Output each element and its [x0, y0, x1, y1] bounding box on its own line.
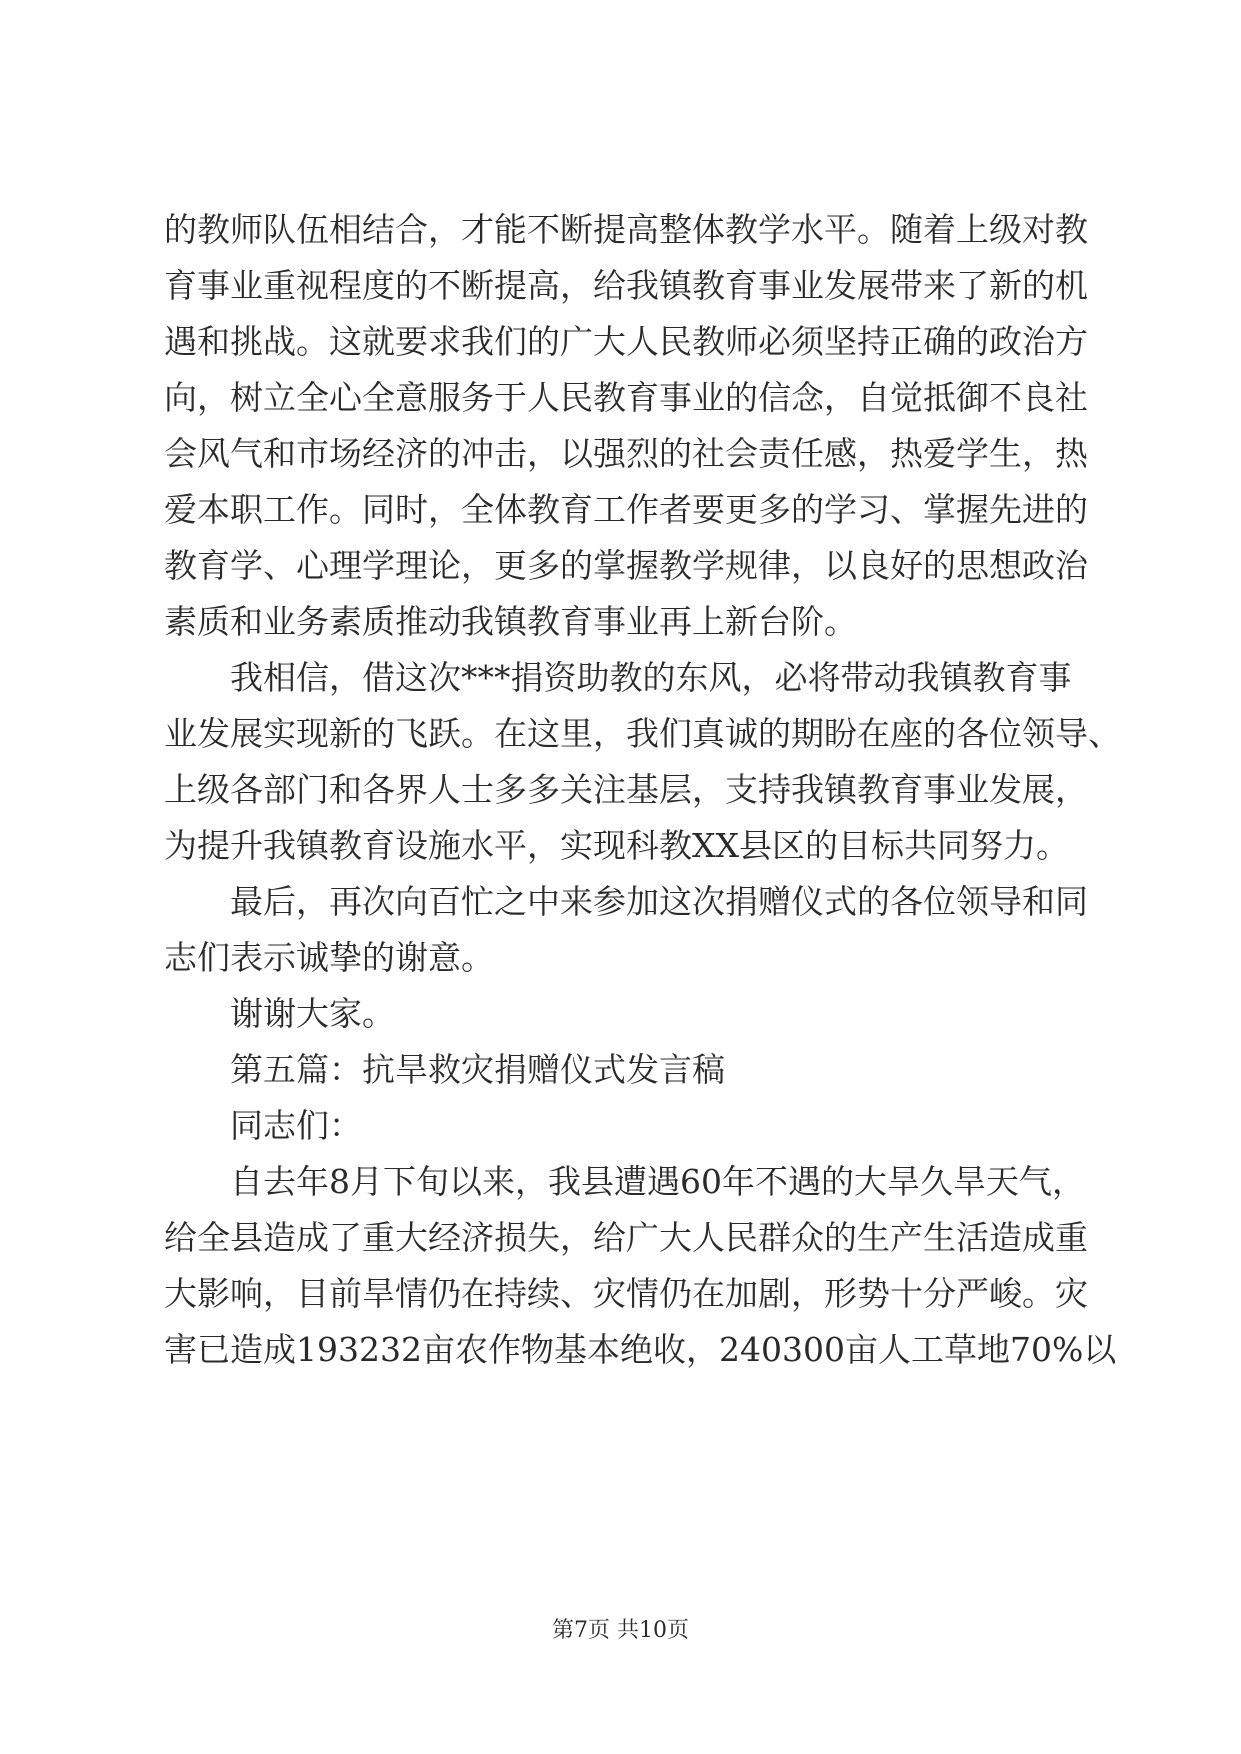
body-text-line: 给全县造成了重大经济损失，给广大人民群众的生产生活造成重: [164, 1218, 1088, 1257]
body-text-line: 大影响，目前旱情仍在持续、灾情仍在加剧，形势十分严峻。灾: [164, 1274, 1088, 1313]
body-text-line: 自去年8月下旬以来，我县遭遇60年不遇的大旱久旱天气，: [164, 1162, 1085, 1201]
body-text-line: 的教师队伍相结合，才能不断提高整体教学水平。随着上级对教: [164, 210, 1088, 249]
body-text-line: 向，树立全心全意服务于人民教育事业的信念，自觉抵御不良社: [164, 378, 1088, 417]
body-text-line: 会风气和市场经济的冲击，以强烈的社会责任感，热爱学生，热: [164, 434, 1088, 473]
body-text-line: 爱本职工作。同时，全体教育工作者要更多的学习、掌握先进的: [164, 490, 1088, 529]
body-text-line: 志们表示诚挚的谢意。: [164, 938, 494, 977]
body-text-line: 业发展实现新的飞跃。在这里，我们真诚的期盼在座的各位领导、: [164, 714, 1121, 753]
body-text-line: 为提升我镇教育设施水平，实现科教XX县区的目标共同努力。: [164, 826, 1069, 865]
body-text-line: 育事业重视程度的不断提高，给我镇教育事业发展带来了新的机: [164, 266, 1088, 305]
body-text-line: 害已造成193232亩农作物基本绝收，240300亩人工草地70%以: [164, 1330, 1117, 1369]
body-text-line: 遇和挑战。这就要求我们的广大人民教师必须坚持正确的政治方: [164, 322, 1088, 361]
body-text-line: 教育学、心理学理论，更多的掌握教学规律，以良好的思想政治: [164, 546, 1088, 585]
body-text-line: 最后，再次向百忙之中来参加这次捐赠仪式的各位领导和同: [164, 882, 1088, 921]
page-number-footer: 第7页 共10页: [552, 1618, 689, 1643]
body-text-line: 谢谢大家。: [164, 994, 395, 1033]
section-heading: 第五篇：抗旱救灾捐赠仪式发言稿: [164, 1050, 725, 1089]
body-text-line: 上级各部门和各界人士多多关注基层，支持我镇教育事业发展，: [164, 770, 1088, 809]
body-text-line: 素质和业务素质推动我镇教育事业再上新台阶。: [164, 602, 857, 641]
salutation-line: 同志们：: [164, 1106, 362, 1145]
body-text-line: 我相信，借这次***捐资助教的东风，必将带动我镇教育事: [164, 658, 1072, 697]
